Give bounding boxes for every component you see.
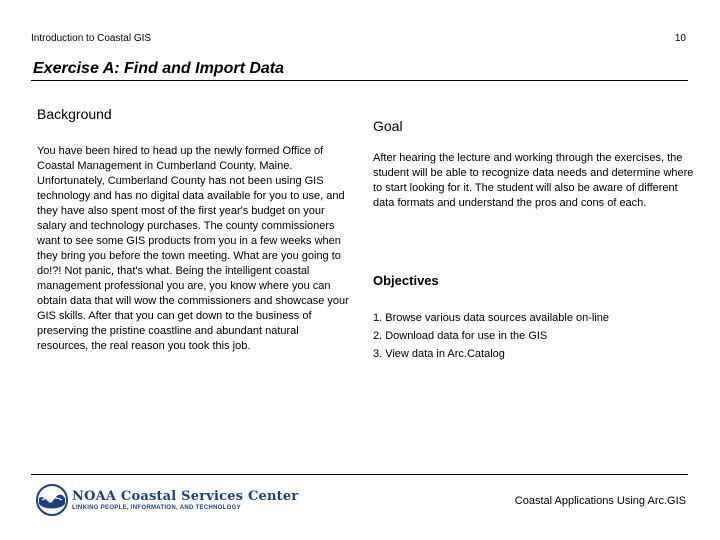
header-course-title: Introduction to Coastal GIS xyxy=(31,33,152,44)
objectives-heading: Objectives xyxy=(373,273,439,288)
goal-heading: Goal xyxy=(373,118,403,134)
objective-item: 2. Download data for use in the GIS xyxy=(373,330,548,342)
background-heading: Background xyxy=(37,106,112,122)
objective-item: 3. View data in Arc.Catalog xyxy=(373,348,505,360)
noaa-logo xyxy=(36,484,299,520)
objectives-list xyxy=(373,309,609,363)
page-title: Exercise A: Find and Import Data xyxy=(33,60,285,77)
logo-tagline: LINKING PEOPLE, INFORMATION, AND TECHNOLOGY xyxy=(72,505,241,511)
page-number: 10 xyxy=(674,33,686,44)
footer-divider xyxy=(31,474,688,475)
footer-course-title: Coastal Applications Using Arc.GIS xyxy=(514,495,686,507)
objective-item: 1. Browse various data sources available on-line xyxy=(373,312,610,324)
logo-name: NOAA Coastal Services Center xyxy=(72,489,299,504)
background-text: You have been hired to head up the newly formed Office of Coastal Management in Cumberland County, Maine. Unfortunately, Cumberland County has not been using GIS technology and has no digital data available for you to use, and they have also spent most of the first year's budget on your salary and technology purchases. The county commissioners want to see some GIS products from you in a few weeks when they bring you before the town meeting. What are you going to do!?! Not panic, that's what. Being the intelligent coastal management professional you are, you know where you can obtain data that will wow the commissioners and showcase your GIS skills. After that you can get down to the business of preserving the pristine coastline and abundant natural resources, the real reason you took this job. xyxy=(37,145,349,352)
title-divider xyxy=(31,80,688,81)
noaa-emblem-icon xyxy=(36,484,68,516)
goal-text: After hearing the lecture and working through the exercises, the student will be able to recognize data needs and determine where to start looking for it. The student will also be aware of different data formats and understand the pros and cons of each. xyxy=(373,152,694,209)
